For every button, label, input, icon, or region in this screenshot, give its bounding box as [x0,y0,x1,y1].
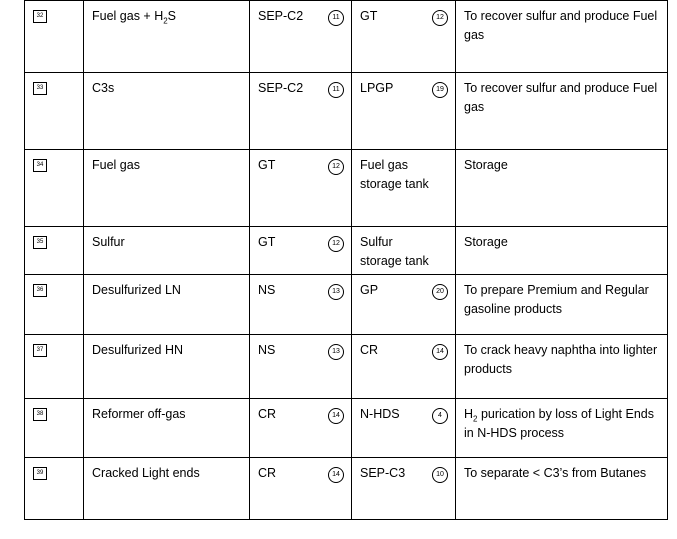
stream-number-cell [25,458,84,520]
stream-number: 32 [33,10,47,23]
stream-name: Desulfurized LN [92,283,181,297]
stream-name-cell [84,335,250,399]
stream-name-cell [84,227,250,275]
from-unit-name: CR [258,466,277,480]
purpose-text: Storage [464,235,508,249]
from-unit-name: NS [258,343,276,357]
to-unit-id: 10 [432,467,448,483]
stream-table-container [24,0,667,520]
to-unit-cell [352,227,456,275]
to-unit-cell [352,335,456,399]
from-unit-id: 11 [328,82,344,98]
stream-name-cell [84,399,250,458]
stream-number-cell [25,73,84,150]
from-unit-cell [250,150,352,227]
stream-table-body [25,1,668,520]
stream-number: 33 [33,82,47,95]
stream-number: 39 [33,467,47,480]
to-unit-name: N-HDS [360,407,400,421]
to-unit-cell [352,399,456,458]
purpose-text: To recover sulfur and produce Fuel gas [464,81,658,114]
table-row [25,1,668,73]
to-unit-name: CR [360,343,379,357]
to-unit-cell [352,150,456,227]
to-unit-cell [352,1,456,73]
stream-name: Cracked Light ends [92,466,200,480]
stream-number-cell [25,399,84,458]
purpose-cell [456,399,668,458]
from-unit-id: 12 [328,159,344,175]
from-unit-cell [250,227,352,275]
from-unit-name: GT [258,158,276,172]
stream-name-cell [84,458,250,520]
from-unit-name: CR [258,407,277,421]
table-row [25,275,668,335]
stream-number-cell [25,227,84,275]
stream-number-cell [25,150,84,227]
to-unit-id: 12 [432,10,448,26]
stream-number: 37 [33,344,47,357]
from-unit-cell [250,1,352,73]
purpose-cell [456,335,668,399]
to-unit-name: LPGP [360,81,394,95]
table-row [25,399,668,458]
from-unit-cell [250,399,352,458]
purpose-cell [456,1,668,73]
from-unit-name: NS [258,283,276,297]
purpose-cell [456,227,668,275]
stream-number: 35 [33,236,47,249]
stream-name: Fuel gas + $H_2S$ [92,9,177,26]
from-unit-cell [250,458,352,520]
table-row [25,227,668,275]
to-unit-id: 19 [432,82,448,98]
purpose-text: To prepare Premium and Regular gasoline products [464,283,649,316]
to-unit-id: 14 [432,344,448,360]
stream-number: 38 [33,408,47,421]
from-unit-name: SEP-C2 [258,9,304,23]
from-unit-id: 11 [328,10,344,26]
from-unit-name: SEP-C2 [258,81,304,95]
purpose-cell [456,150,668,227]
table-row [25,458,668,520]
purpose-cell [456,458,668,520]
stream-name: Sulfur [92,235,125,249]
purpose-cell [456,73,668,150]
purpose-cell [456,275,668,335]
to-unit-name: GP [360,283,379,297]
stream-name: C3s [92,81,115,95]
stream-name: Reformer off-gas [92,407,186,421]
to-unit-name: Sulfur storage tank [360,235,429,268]
table-row [25,335,668,399]
table-row [25,150,668,227]
from-unit-id: 13 [328,284,344,300]
purpose-text: To recover sulfur and produce Fuel gas [464,9,658,42]
stream-table [24,0,668,520]
purpose-text: $H_2$ purication by loss of Light Ends in N-HDS process [464,407,654,440]
to-unit-name: GT [360,9,378,23]
stream-number-cell [25,275,84,335]
purpose-text: To crack heavy naphtha into lighter products [464,343,658,376]
from-unit-cell [250,275,352,335]
from-unit-id: 13 [328,344,344,360]
from-unit-id: 12 [328,236,344,252]
to-unit-name: SEP-C3 [360,466,406,480]
to-unit-name: Fuel gas storage tank [360,158,429,191]
to-unit-cell [352,73,456,150]
to-unit-cell [352,458,456,520]
from-unit-cell [250,73,352,150]
stream-name-cell [84,1,250,73]
to-unit-id: 20 [432,284,448,300]
purpose-text: Storage [464,158,508,172]
to-unit-id: 4 [432,408,448,424]
from-unit-name: GT [258,235,276,249]
stream-number: 36 [33,284,47,297]
from-unit-cell [250,335,352,399]
stream-name: Desulfurized HN [92,343,184,357]
stream-name-cell [84,73,250,150]
stream-name: Fuel gas [92,158,140,172]
stream-name-cell [84,275,250,335]
table-row [25,73,668,150]
stream-number: 34 [33,159,47,172]
stream-name-cell [84,150,250,227]
stream-number-cell [25,335,84,399]
purpose-text: To separate < C3’s from Butanes [464,466,647,480]
stream-number-cell [25,1,84,73]
from-unit-id: 14 [328,408,344,424]
to-unit-cell [352,275,456,335]
from-unit-id: 14 [328,467,344,483]
